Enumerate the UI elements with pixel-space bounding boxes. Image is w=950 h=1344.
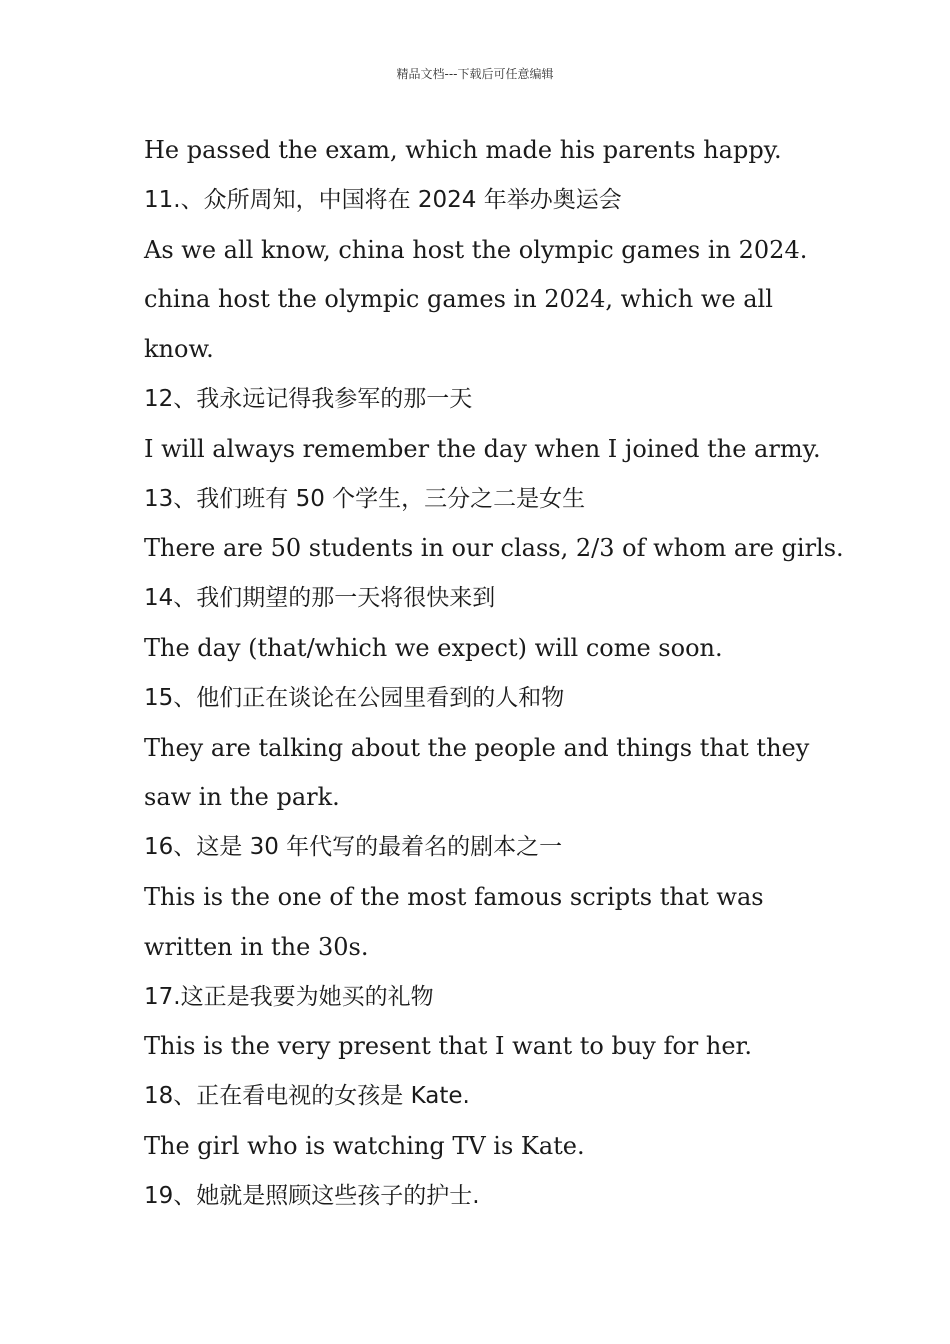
- sentence-line: saw in the park.: [144, 783, 340, 812]
- sentence-line: There are 50 students in our class, 2/3 of whom are girls.: [144, 534, 844, 563]
- page-header: 精品文档---下载后可任意编辑: [396, 67, 554, 81]
- sentence-line: He passed the exam, which made his parents happy.: [144, 136, 782, 164]
- sentence-line: 15、他们正在谈论在公园里看到的人和物: [144, 684, 565, 711]
- sentence-line: 16、这是 30 年代写的最着名的剧本之一: [144, 834, 563, 861]
- sentence-line: They are talking about the people and things that they: [144, 733, 810, 762]
- sentence-line: 12、我永远记得我参军的那一天: [144, 385, 473, 412]
- sentence-line: 18、正在看电视的女孩是 Kate.: [144, 1083, 470, 1110]
- sentence-line: china host the olympic games in 2024, which we all: [144, 285, 773, 314]
- sentence-line: 14、我们期望的那一天将很快来到: [144, 585, 496, 612]
- sentence-line: The girl who is watching TV is Kate.: [144, 1131, 585, 1160]
- sentence-line: The day (that/which we expect) will come soon.: [144, 633, 723, 662]
- sentence-line: 17.这正是我要为她买的礼物: [144, 983, 434, 1010]
- sentence-line: This is the very present that I want to buy for her.: [144, 1032, 753, 1061]
- sentence-line: I will always remember the day when I joined the army.: [144, 434, 821, 463]
- sentence-line: 13、我们班有 50 个学生，三分之二是女生: [144, 485, 586, 512]
- document-body: [144, 126, 844, 1222]
- sentence-line: 19、她就是照顾这些孩子的护士.: [144, 1182, 480, 1209]
- sentence-line: As we all know, china host the olympic games in 2024.: [144, 235, 808, 264]
- sentence-line: 11.、众所周知，中国将在 2024 年举办奥运会: [144, 186, 622, 213]
- sentence-line: know.: [144, 335, 214, 364]
- sentence-line: This is the one of the most famous scripts that was: [144, 882, 764, 911]
- sentence-line: written in the 30s.: [144, 932, 369, 961]
